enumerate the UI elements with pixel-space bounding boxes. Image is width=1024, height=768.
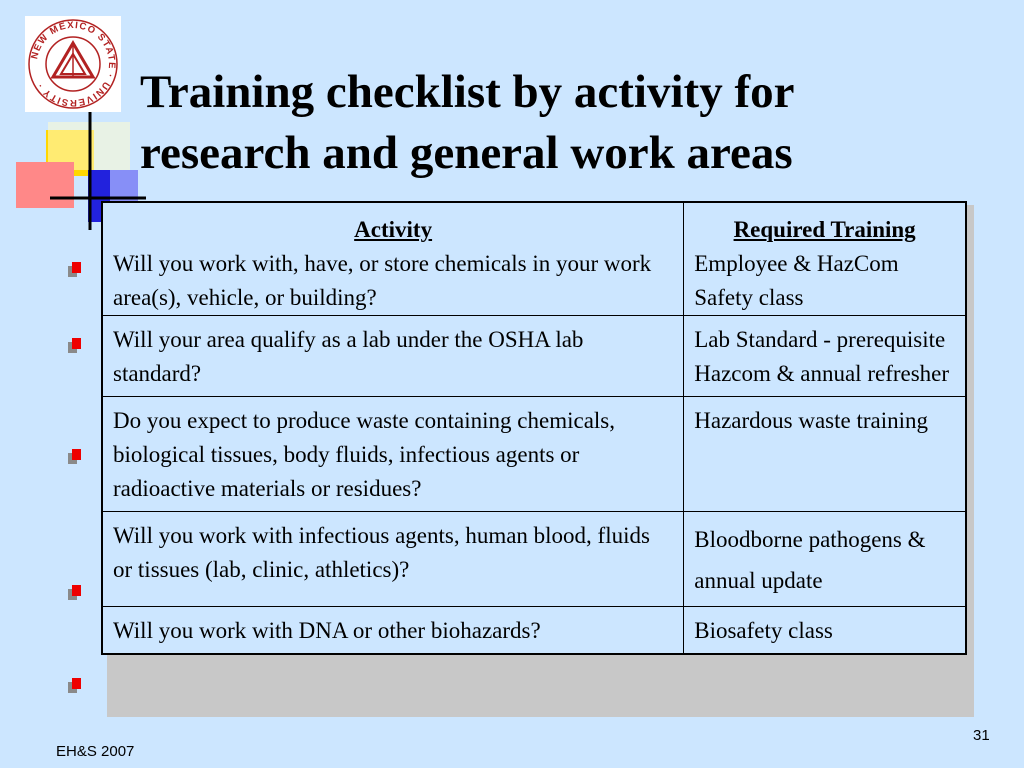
title-line-2: research and general work areas <box>140 127 793 179</box>
table-row <box>102 607 966 655</box>
table-header-row <box>102 202 966 247</box>
training-cell: Bloodborne pathogens & annual update <box>684 512 966 607</box>
training-column-header: Required Training <box>684 202 966 247</box>
svg-text:NEW MEXICO STATE · UNIVERSITY: NEW MEXICO STATE · UNIVERSITY · <box>29 19 118 109</box>
row-bullet-icon <box>68 678 82 692</box>
row-bullet-icon <box>68 585 82 599</box>
row-bullet-icon <box>68 449 82 463</box>
page-number: 31 <box>973 727 990 744</box>
activity-cell: Do you expect to produce waste containing chemicals, biological tissues, body fluids, infectious agents or radioactive materials or residues? <box>102 397 684 512</box>
university-logo <box>25 16 121 112</box>
nmsu-seal-icon <box>25 16 121 112</box>
training-cell: Hazardous waste training <box>684 397 966 512</box>
activity-column-header: Activity <box>102 202 684 247</box>
training-cell: Employee & HazCom Safety class <box>684 247 966 316</box>
footer-text: EH&S 2007 <box>56 743 135 760</box>
training-cell: Biosafety class <box>684 607 966 655</box>
activity-cell: Will you work with infectious agents, human blood, fluids or tissues (lab, clinic, athletics)? <box>102 512 684 607</box>
table-row <box>102 247 966 316</box>
row-bullet-icon <box>68 262 82 276</box>
training-cell: Lab Standard - prerequisite Hazcom & annual refresher <box>684 316 966 397</box>
activity-cell: Will your area qualify as a lab under the OSHA lab standard? <box>102 316 684 397</box>
table-row <box>102 512 966 607</box>
table-row <box>102 316 966 397</box>
row-bullet-icon <box>68 338 82 352</box>
slide-title <box>140 62 1000 184</box>
title-line-1: Training checklist by activity for <box>140 66 795 118</box>
activity-cell: Will you work with, have, or store chemicals in your work area(s), vehicle, or building? <box>102 247 684 316</box>
table-row <box>102 397 966 512</box>
training-checklist-table <box>101 201 967 655</box>
activity-cell: Will you work with DNA or other biohazards? <box>102 607 684 655</box>
